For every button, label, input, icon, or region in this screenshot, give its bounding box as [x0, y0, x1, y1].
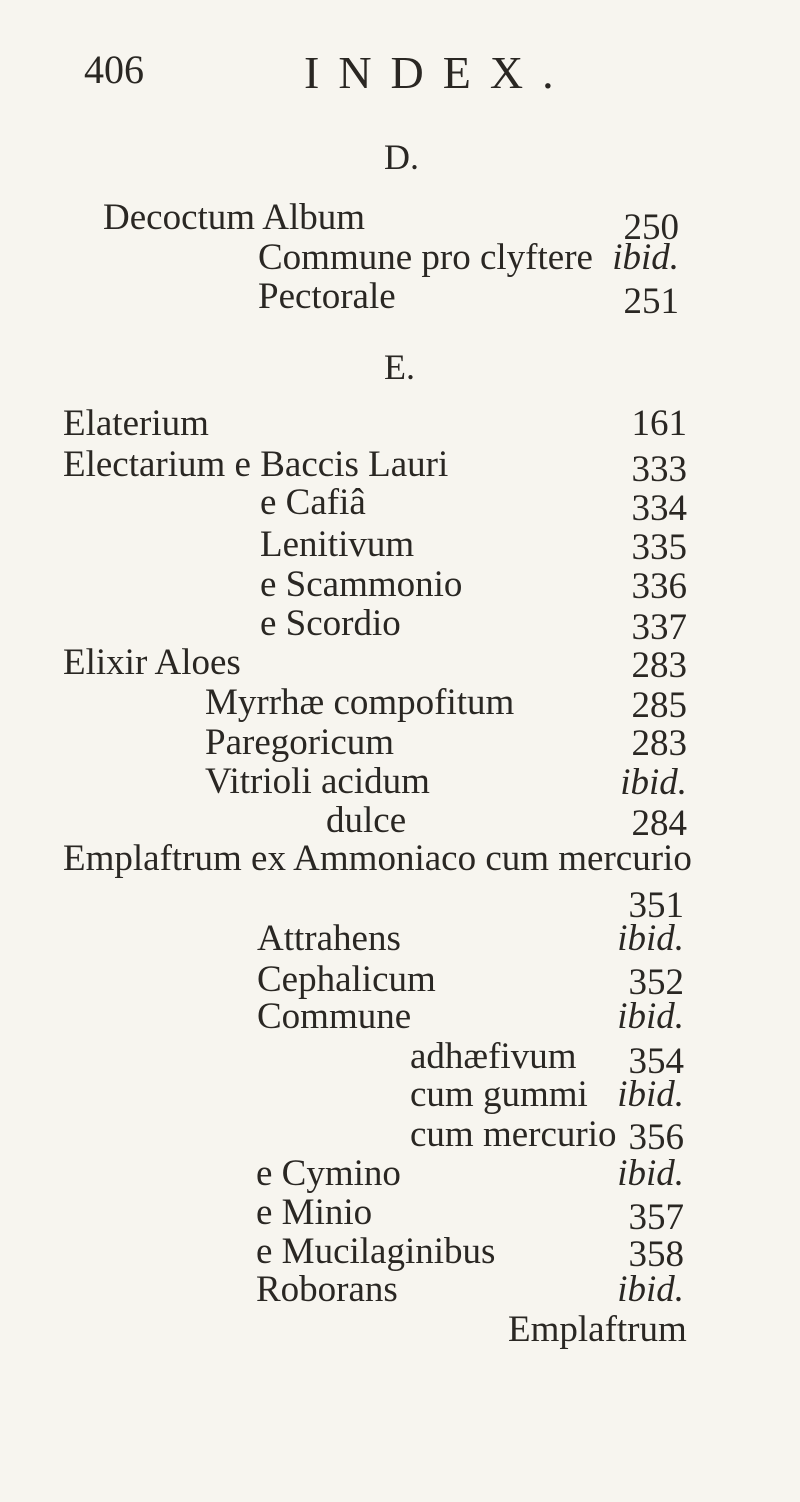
index-entry: e Mucilaginibus: [256, 1231, 496, 1272]
index-ref: 354: [628, 1041, 684, 1082]
index-ref: ibid.: [620, 762, 687, 803]
index-ref: 283: [631, 645, 687, 686]
section-letter-d: D.: [384, 137, 419, 177]
index-ref: 335: [631, 527, 687, 568]
index-ref: 284: [631, 803, 687, 844]
index-ref: 358: [628, 1234, 684, 1275]
index-ref: 336: [631, 566, 687, 607]
index-ref: 251: [623, 281, 679, 322]
index-ref: 283: [631, 723, 687, 764]
index-ref: 351: [628, 885, 684, 926]
index-entry: Pectorale: [258, 276, 396, 317]
index-entry: Emplaftrum ex Ammoniaco cum mercurio: [63, 838, 692, 879]
index-entry: adhæfivum: [410, 1036, 577, 1077]
index-ref: 285: [631, 685, 687, 726]
index-ref: 357: [628, 1197, 684, 1238]
index-entry: e Scammonio: [260, 564, 463, 605]
index-entry: Electarium e Baccis Lauri: [63, 444, 449, 485]
index-ref: 334: [631, 488, 687, 529]
index-entry: e Scordio: [260, 603, 401, 644]
index-entry: Vitrioli acidum: [205, 761, 430, 802]
index-ref: 352: [628, 962, 684, 1003]
index-ref: ibid.: [617, 918, 684, 959]
catchword: Emplaftrum: [508, 1309, 687, 1350]
index-entry: e Cymino: [256, 1153, 401, 1194]
index-entry: Elaterium: [63, 403, 209, 444]
index-ref: ibid.: [612, 237, 679, 278]
index-entry: Decoctum Album: [103, 197, 366, 238]
page-number: 406: [84, 47, 144, 92]
index-ref: 337: [631, 607, 687, 648]
index-entry: e Minio: [256, 1192, 373, 1233]
index-entry: Myrrhæ compofitum: [205, 682, 515, 723]
index-ref: 161: [631, 403, 687, 444]
index-entry: e Cafiâ: [260, 482, 366, 523]
section-letter-e: E.: [384, 347, 415, 387]
index-ref: 250: [623, 207, 679, 248]
index-entry: cum gummi: [410, 1074, 588, 1115]
index-ref: ibid.: [617, 996, 684, 1037]
index-entry: cum mercurio: [410, 1114, 617, 1155]
index-entry: Cephalicum: [257, 959, 436, 1000]
index-entry: dulce: [326, 800, 407, 841]
index-entry: Commune pro clyftere: [258, 237, 593, 278]
index-entry: Attrahens: [257, 918, 401, 959]
index-entry: Lenitivum: [260, 524, 415, 565]
index-entry: Roborans: [256, 1269, 398, 1310]
index-entry: Paregoricum: [205, 722, 395, 763]
page-title: INDEX.: [304, 47, 573, 98]
index-ref: 333: [631, 449, 687, 490]
index-entry: Elixir Aloes: [63, 642, 241, 683]
index-ref: 356: [628, 1117, 684, 1158]
index-entry: Commune: [257, 996, 412, 1037]
index-ref: ibid.: [617, 1269, 684, 1310]
index-ref: ibid.: [617, 1153, 684, 1194]
index-ref: ibid.: [617, 1074, 684, 1115]
